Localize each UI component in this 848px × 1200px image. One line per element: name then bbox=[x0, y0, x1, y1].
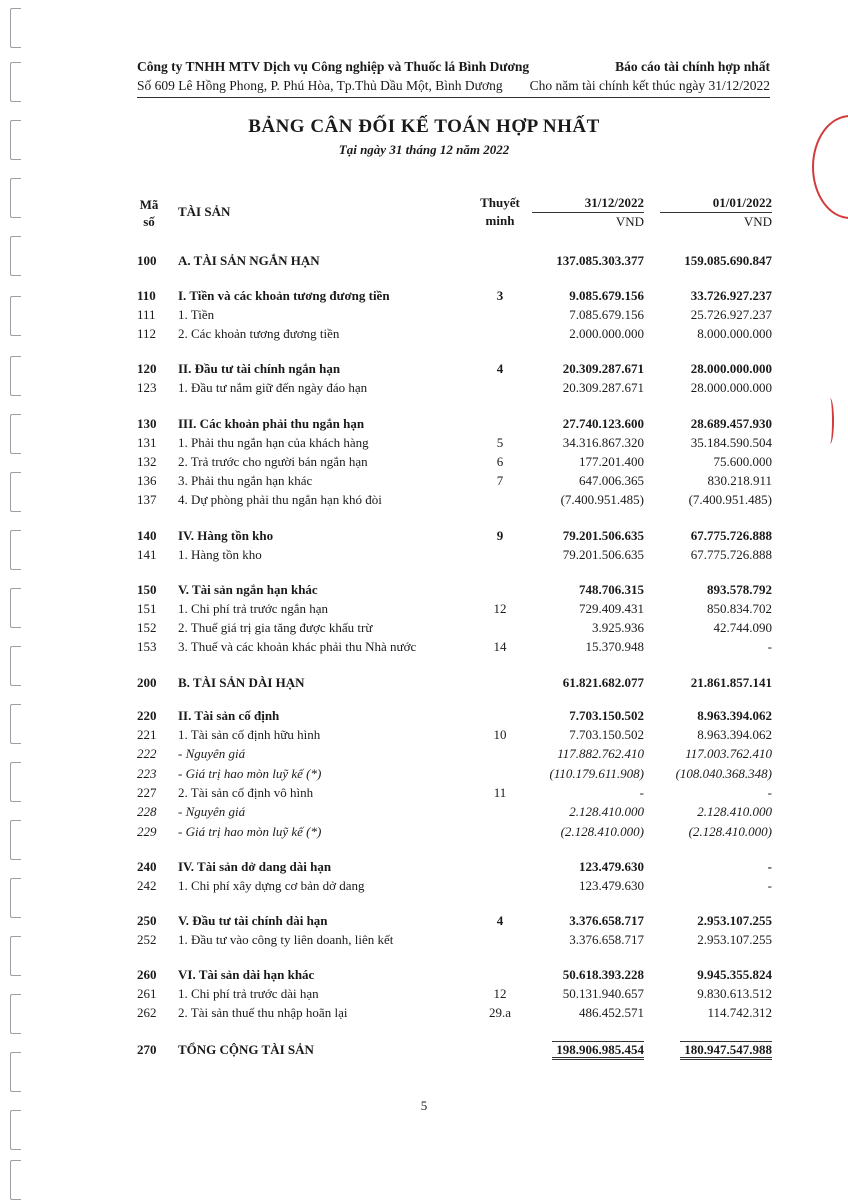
row-label: A. TÀI SẢN NGẮN HẠN bbox=[178, 253, 320, 268]
row-value-2022-12-31: 123.479.630 bbox=[579, 878, 644, 893]
row-value-2022-01-01: - bbox=[767, 859, 772, 874]
table-row bbox=[0, 251, 848, 270]
row-value-2022-12-31: 117.882.762.410 bbox=[557, 746, 644, 761]
row-value-2022-12-31: 27.740.123.600 bbox=[562, 416, 644, 431]
row-code: 130 bbox=[137, 416, 157, 431]
row-value-2022-01-01: 159.085.690.847 bbox=[684, 253, 772, 268]
row-value-2022-12-31: 20.309.287.671 bbox=[562, 380, 644, 395]
row-value-2022-12-31: 3.376.658.717 bbox=[569, 913, 644, 928]
row-code: 110 bbox=[137, 288, 156, 303]
row-label: TỔNG CỘNG TÀI SẢN bbox=[178, 1042, 314, 1057]
row-label: IV. Hàng tồn kho bbox=[178, 528, 274, 543]
row-note: 29.a bbox=[488, 1005, 512, 1020]
row-label: - Giá trị hao mòn luỹ kế (*) bbox=[178, 824, 322, 839]
company-name: Công ty TNHH MTV Dịch vụ Công nghiệp và Thuốc lá Bình Dương bbox=[137, 59, 530, 74]
row-label: 1. Tài sản cố định hữu hình bbox=[178, 727, 321, 742]
row-label: I. Tiền và các khoản tương đương tiền bbox=[178, 288, 390, 303]
table-row bbox=[0, 744, 848, 763]
row-code: 242 bbox=[137, 878, 157, 893]
row-label: B. TÀI SẢN DÀI HẠN bbox=[178, 675, 305, 690]
column-header-assets: TÀI SẢN bbox=[178, 204, 231, 219]
row-code: 221 bbox=[137, 727, 157, 742]
row-value-2022-01-01: 2.953.107.255 bbox=[697, 913, 772, 928]
row-label: 3. Phải thu ngắn hạn khác bbox=[178, 473, 313, 488]
row-value-2022-01-01: 25.726.927.237 bbox=[690, 307, 772, 322]
document-title: BẢNG CÂN ĐỐI KẾ TOÁN HỢP NHẤT bbox=[248, 116, 600, 137]
row-value-2022-01-01: 8.963.394.062 bbox=[697, 727, 772, 742]
row-code: 151 bbox=[137, 601, 157, 616]
table-row bbox=[0, 673, 848, 692]
row-label: 1. Chi phí trả trước ngắn hạn bbox=[178, 601, 329, 616]
row-value-2022-01-01: 21.861.857.141 bbox=[690, 675, 772, 690]
row-value-2022-12-31: 123.479.630 bbox=[579, 859, 644, 874]
table-row bbox=[0, 286, 848, 305]
table-row bbox=[0, 783, 848, 802]
row-value-2022-01-01: 28.000.000.000 bbox=[690, 361, 772, 376]
note-header-line2: minh bbox=[485, 213, 515, 228]
row-value-2022-12-31: 9.085.679.156 bbox=[569, 288, 644, 303]
row-value-2022-12-31 bbox=[532, 1040, 644, 1059]
row-label: 1. Đầu tư vào công ty liên doanh, liên kết bbox=[178, 932, 394, 947]
row-value-2022-01-01 bbox=[660, 1040, 772, 1059]
row-value-2022-01-01: 67.775.726.888 bbox=[690, 528, 772, 543]
row-code: 123 bbox=[137, 380, 157, 395]
date2-unit: VND bbox=[743, 214, 772, 229]
table-row bbox=[0, 452, 848, 471]
row-value-2022-01-01: 830.218.911 bbox=[707, 473, 772, 488]
row-value-2022-12-31: 50.618.393.228 bbox=[562, 967, 644, 982]
table-row bbox=[0, 414, 848, 433]
row-value-2022-12-31: 2.128.410.000 bbox=[569, 804, 644, 819]
row-label: 2. Tài sản thuế thu nhập hoãn lại bbox=[178, 1005, 348, 1020]
row-label: 2. Trả trước cho người bán ngắn hạn bbox=[178, 454, 368, 469]
row-value-2022-12-31: (7.400.951.485) bbox=[560, 492, 644, 507]
table-row bbox=[0, 359, 848, 378]
row-label: 1. Tiền bbox=[178, 307, 215, 322]
row-value-2022-12-31: 647.006.365 bbox=[579, 473, 644, 488]
row-value-2022-01-01: - bbox=[767, 878, 772, 893]
row-label: V. Tài sản ngắn hạn khác bbox=[178, 582, 318, 597]
total-value: 198.906.985.454 bbox=[552, 1041, 644, 1060]
row-value-2022-01-01: 28.000.000.000 bbox=[690, 380, 772, 395]
table-row bbox=[0, 1040, 848, 1059]
table-row bbox=[0, 822, 848, 841]
code-header-line1: Mã bbox=[139, 197, 159, 212]
report-period: Cho năm tài chính kết thúc ngày 31/12/2022 bbox=[529, 78, 770, 93]
table-row bbox=[0, 637, 848, 656]
table-row bbox=[0, 471, 848, 490]
table-row bbox=[0, 706, 848, 725]
row-code: 229 bbox=[137, 824, 157, 839]
row-label: 4. Dự phòng phải thu ngắn hạn khó đòi bbox=[178, 492, 382, 507]
row-value-2022-12-31: 2.000.000.000 bbox=[569, 326, 644, 341]
row-value-2022-12-31: 79.201.506.635 bbox=[562, 528, 644, 543]
row-code: 223 bbox=[137, 766, 157, 781]
table-row bbox=[0, 930, 848, 949]
page-number: 5 bbox=[420, 1098, 428, 1113]
row-value-2022-01-01: (2.128.410.000) bbox=[688, 824, 772, 839]
table-row bbox=[0, 378, 848, 397]
row-label: 1. Chi phí trả trước dài hạn bbox=[178, 986, 319, 1001]
row-code: 100 bbox=[137, 253, 157, 268]
row-value-2022-12-31: 61.821.682.077 bbox=[562, 675, 644, 690]
row-value-2022-12-31: 79.201.506.635 bbox=[562, 547, 644, 562]
row-value-2022-12-31: 177.201.400 bbox=[579, 454, 644, 469]
table-row bbox=[0, 305, 848, 324]
row-note: 14 bbox=[493, 639, 507, 654]
row-code: 252 bbox=[137, 932, 157, 947]
row-code: 200 bbox=[137, 675, 157, 690]
table-row bbox=[0, 580, 848, 599]
row-code: 261 bbox=[137, 986, 157, 1001]
row-value-2022-12-31: (110.179.611.908) bbox=[549, 766, 644, 781]
row-note: 12 bbox=[493, 601, 507, 616]
row-value-2022-12-31: 3.376.658.717 bbox=[569, 932, 644, 947]
row-note: 3 bbox=[496, 288, 504, 303]
table-row bbox=[0, 599, 848, 618]
row-value-2022-01-01: 9.945.355.824 bbox=[697, 967, 772, 982]
row-code: 152 bbox=[137, 620, 157, 635]
row-label: 3. Thuế và các khoản khác phải thu Nhà nước bbox=[178, 639, 417, 654]
row-code: 137 bbox=[137, 492, 157, 507]
row-code: 250 bbox=[137, 913, 157, 928]
row-value-2022-01-01: 75.600.000 bbox=[713, 454, 772, 469]
row-code: 132 bbox=[137, 454, 157, 469]
row-value-2022-01-01: 28.689.457.930 bbox=[690, 416, 772, 431]
row-value-2022-01-01: (7.400.951.485) bbox=[688, 492, 772, 507]
table-row bbox=[0, 490, 848, 509]
table-row bbox=[0, 324, 848, 343]
date1-unit: VND bbox=[615, 214, 644, 229]
row-code: 227 bbox=[137, 785, 157, 800]
row-value-2022-12-31: 748.706.315 bbox=[579, 582, 644, 597]
company-address: Số 609 Lê Hồng Phong, P. Phú Hòa, Tp.Thủ Dầu Một, Bình Dương bbox=[137, 78, 503, 93]
row-note: 4 bbox=[496, 913, 504, 928]
row-label: - Nguyên giá bbox=[178, 746, 246, 761]
row-value-2022-12-31: 486.452.571 bbox=[579, 1005, 644, 1020]
row-value-2022-12-31: 3.925.936 bbox=[592, 620, 644, 635]
row-value-2022-01-01: 8.963.394.062 bbox=[697, 708, 772, 723]
table-row bbox=[0, 802, 848, 821]
row-note: 5 bbox=[496, 435, 504, 450]
row-value-2022-01-01: (108.040.368.348) bbox=[675, 766, 772, 781]
row-code: 136 bbox=[137, 473, 157, 488]
row-label: - Giá trị hao mòn luỹ kế (*) bbox=[178, 766, 322, 781]
row-value-2022-12-31: (2.128.410.000) bbox=[560, 824, 644, 839]
row-value-2022-01-01: 893.578.792 bbox=[707, 582, 772, 597]
row-code: 131 bbox=[137, 435, 157, 450]
row-label: 1. Đầu tư nắm giữ đến ngày đáo hạn bbox=[178, 380, 368, 395]
row-code: 150 bbox=[137, 582, 157, 597]
row-value-2022-01-01: 35.184.590.504 bbox=[690, 435, 772, 450]
row-value-2022-12-31: 15.370.948 bbox=[585, 639, 644, 654]
row-label: II. Tài sản cố định bbox=[178, 708, 280, 723]
row-value-2022-12-31: 137.085.303.377 bbox=[556, 253, 644, 268]
row-note: 10 bbox=[493, 727, 507, 742]
row-value-2022-01-01: 114.742.312 bbox=[707, 1005, 772, 1020]
row-value-2022-12-31: 7.085.679.156 bbox=[569, 307, 644, 322]
row-label: 1. Phải thu ngắn hạn của khách hàng bbox=[178, 435, 369, 450]
table-row bbox=[0, 433, 848, 452]
row-label: V. Đầu tư tài chính dài hạn bbox=[178, 913, 328, 928]
table-row bbox=[0, 618, 848, 637]
row-value-2022-01-01: 42.744.090 bbox=[713, 620, 772, 635]
code-header-line2: số bbox=[143, 214, 155, 229]
row-code: 260 bbox=[137, 967, 157, 982]
row-code: 222 bbox=[137, 746, 157, 761]
row-value-2022-12-31: 729.409.431 bbox=[579, 601, 644, 616]
table-row bbox=[0, 965, 848, 984]
row-value-2022-01-01: 33.726.927.237 bbox=[690, 288, 772, 303]
table-row bbox=[0, 1003, 848, 1022]
row-label: 1. Chi phí xây dựng cơ bản dở dang bbox=[178, 878, 365, 893]
row-code: 228 bbox=[137, 804, 157, 819]
row-code: 140 bbox=[137, 528, 157, 543]
table-row bbox=[0, 984, 848, 1003]
row-code: 120 bbox=[137, 361, 157, 376]
row-value-2022-01-01: 850.834.702 bbox=[707, 601, 772, 616]
row-label: 2. Thuế giá trị gia tăng được khấu trừ bbox=[178, 620, 373, 635]
row-code: 220 bbox=[137, 708, 157, 723]
row-value-2022-01-01: - bbox=[767, 639, 772, 654]
date2-label: 01/01/2022 bbox=[660, 194, 772, 213]
row-label: 2. Tài sản cố định vô hình bbox=[178, 785, 314, 800]
row-value-2022-12-31: 20.309.287.671 bbox=[562, 361, 644, 376]
row-value-2022-01-01: 2.953.107.255 bbox=[697, 932, 772, 947]
row-label: 1. Hàng tồn kho bbox=[178, 547, 262, 562]
row-label: 2. Các khoản tương đương tiền bbox=[178, 326, 340, 341]
row-note: 11 bbox=[493, 785, 507, 800]
row-code: 141 bbox=[137, 547, 157, 562]
table-row bbox=[0, 725, 848, 744]
row-value-2022-12-31: 7.703.150.502 bbox=[569, 708, 644, 723]
row-note: 4 bbox=[496, 361, 504, 376]
row-note: 9 bbox=[496, 528, 504, 543]
row-label: III. Các khoản phải thu ngắn hạn bbox=[178, 416, 365, 431]
total-value: 180.947.547.988 bbox=[680, 1041, 772, 1060]
table-row bbox=[0, 857, 848, 876]
row-label: II. Đầu tư tài chính ngắn hạn bbox=[178, 361, 341, 376]
row-code: 270 bbox=[137, 1042, 157, 1057]
row-value-2022-12-31: - bbox=[639, 785, 644, 800]
row-value-2022-01-01: 9.830.613.512 bbox=[697, 986, 772, 1001]
table-row bbox=[0, 876, 848, 895]
note-header-line1: Thuyết bbox=[480, 195, 520, 210]
row-note: 7 bbox=[496, 473, 504, 488]
row-code: 262 bbox=[137, 1005, 157, 1020]
row-note: 6 bbox=[496, 454, 504, 469]
row-code: 111 bbox=[137, 307, 156, 322]
row-label: - Nguyên giá bbox=[178, 804, 246, 819]
date1-label: 31/12/2022 bbox=[532, 194, 644, 213]
row-value-2022-01-01: 117.003.762.410 bbox=[685, 746, 772, 761]
row-value-2022-01-01: 8.000.000.000 bbox=[697, 326, 772, 341]
row-label: VI. Tài sản dài hạn khác bbox=[178, 967, 315, 982]
table-row bbox=[0, 545, 848, 564]
row-note: 12 bbox=[493, 986, 507, 1001]
row-value-2022-12-31: 34.316.867.320 bbox=[562, 435, 644, 450]
row-value-2022-12-31: 7.703.150.502 bbox=[569, 727, 644, 742]
table-row bbox=[0, 526, 848, 545]
row-value-2022-01-01: 2.128.410.000 bbox=[697, 804, 772, 819]
table-row bbox=[0, 911, 848, 930]
row-value-2022-01-01: 67.775.726.888 bbox=[690, 547, 772, 562]
report-type: Báo cáo tài chính hợp nhất bbox=[615, 59, 770, 74]
document-subtitle: Tại ngày 31 tháng 12 năm 2022 bbox=[338, 142, 510, 157]
table-row bbox=[0, 764, 848, 783]
row-value-2022-12-31: 50.131.940.657 bbox=[562, 986, 644, 1001]
row-code: 240 bbox=[137, 859, 157, 874]
row-code: 112 bbox=[137, 326, 157, 341]
row-label: IV. Tài sản dở dang dài hạn bbox=[178, 859, 332, 874]
row-code: 153 bbox=[137, 639, 157, 654]
row-value-2022-01-01: - bbox=[767, 785, 772, 800]
